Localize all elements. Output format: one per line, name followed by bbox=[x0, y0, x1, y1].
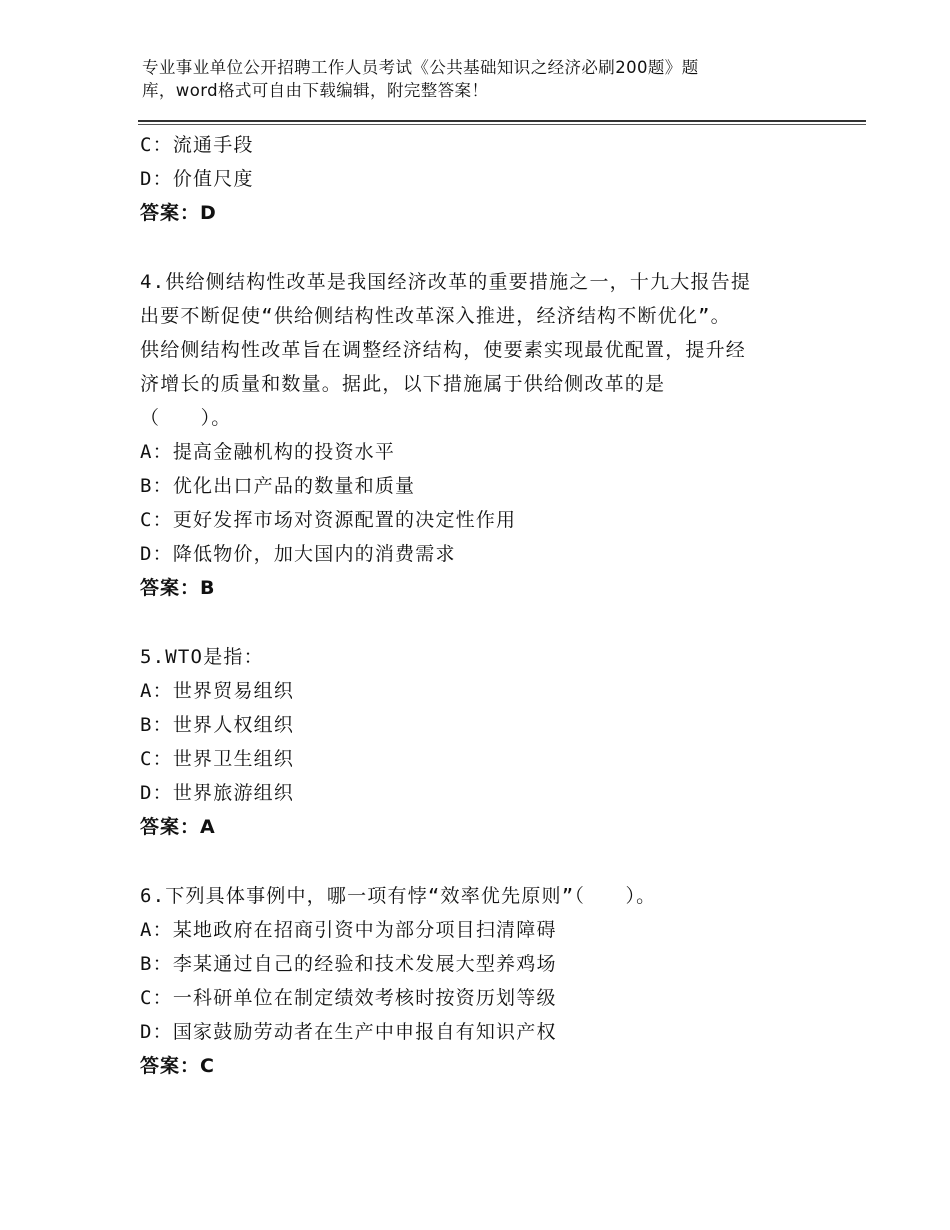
option-c: C：世界卫生组织 bbox=[140, 748, 295, 770]
question-stem: 6.下列具体事例中，哪一项有悖“效率优先原则”（ ）。 bbox=[140, 885, 657, 907]
option-c: C：更好发挥市场对资源配置的决定性作用 bbox=[140, 509, 517, 531]
option-a: A：某地政府在招商引资中为部分项目扫清障碍 bbox=[140, 919, 557, 941]
question-stem-line: （ ）。 bbox=[140, 407, 232, 429]
question-6 bbox=[140, 879, 800, 1083]
answer-label: 答案：B bbox=[140, 577, 216, 599]
option-c: C：一科研单位在制定绩效考核时按资历划等级 bbox=[140, 987, 557, 1009]
question-stem: 5.WTO是指： bbox=[140, 646, 264, 668]
page-header bbox=[142, 56, 782, 102]
option-b: B：世界人权组织 bbox=[140, 714, 295, 736]
question-3-tail bbox=[140, 128, 800, 230]
option-d: D：世界旅游组织 bbox=[140, 782, 295, 804]
spacer bbox=[140, 605, 800, 640]
option-d: D：国家鼓励劳动者在生产中申报自有知识产权 bbox=[140, 1021, 557, 1043]
question-stem-line: 济增长的质量和数量。据此，以下措施属于供给侧改革的是 bbox=[140, 373, 666, 395]
option-a: A：提高金融机构的投资水平 bbox=[140, 441, 396, 463]
header-title-line-2: 库，word格式可自由下载编辑，附完整答案！ bbox=[142, 81, 489, 100]
option-a: A：世界贸易组织 bbox=[140, 680, 295, 702]
answer-label: 答案：C bbox=[140, 1055, 215, 1077]
option-b: B：优化出口产品的数量和质量 bbox=[140, 475, 416, 497]
header-divider bbox=[138, 120, 866, 122]
spacer bbox=[140, 844, 800, 879]
option-d: D：降低物价，加大国内的消费需求 bbox=[140, 543, 456, 565]
question-stem-line: 供给侧结构性改革旨在调整经济结构，使要素实现最优配置，提升经 bbox=[140, 339, 747, 361]
question-stem-line: 出要不断促使“供给侧结构性改革深入推进，经济结构不断优化”。 bbox=[140, 305, 731, 327]
option-b: B：李某通过自己的经验和技术发展大型养鸡场 bbox=[140, 953, 557, 975]
header-title-line-1: 专业事业单位公开招聘工作人员考试《公共基础知识之经济必刷200题》题 bbox=[142, 58, 699, 77]
question-5 bbox=[140, 640, 800, 844]
option-d: D：价值尺度 bbox=[140, 168, 254, 190]
question-4 bbox=[140, 265, 800, 605]
option-c: C：流通手段 bbox=[140, 134, 254, 156]
document-body bbox=[140, 128, 800, 1083]
answer-label: 答案：A bbox=[140, 816, 216, 838]
spacer bbox=[140, 230, 800, 265]
answer-label: 答案：D bbox=[140, 202, 217, 224]
question-stem-line: 4.供给侧结构性改革是我国经济改革的重要措施之一，十九大报告提 bbox=[140, 271, 752, 293]
header-divider-thin bbox=[138, 124, 866, 125]
